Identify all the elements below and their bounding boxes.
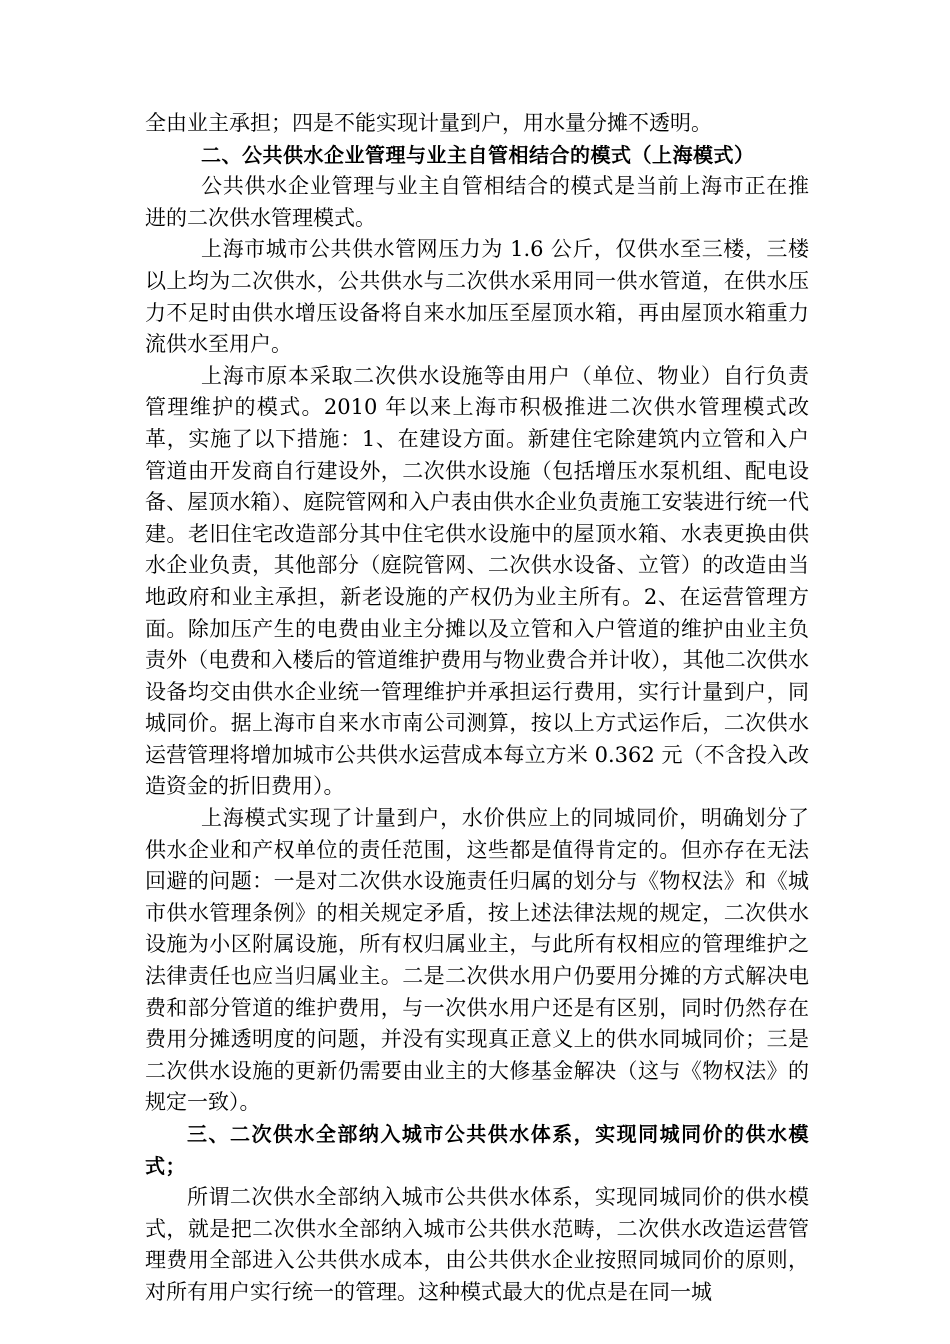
section-heading-2: 二、公共供水企业管理与业主自管相结合的模式（上海模式） xyxy=(201,142,755,167)
paragraph-shanghai-pressure: 上海市城市公共供水管网压力为 1.6 公斤，仅供水至三楼，三楼以上均为二次供水，公共供水与二次供水采用同一供水管道，在供水压力不足时由供水增压设备将自来水加压至屋顶水箱，再由屋顶水箱重力流供水至用户。 xyxy=(145,237,809,357)
section-heading-3: 三、二次供水全部纳入城市公共供水体系，实现同城同价的供水模式； xyxy=(145,1122,809,1178)
paragraph-shanghai-evaluation: 上海模式实现了计量到户，水价供应上的同城同价，明确划分了供水企业和产权单位的责任范围，这些都是值得肯定的。但亦存在无法回避的问题：一是对二次供水设施责任归属的划分与《物权法》和《城市供水管理条例》的相关规定矛盾，按上述法律法规的规定，二次供水设施为小区附属设施，所有权归属业主，与此所有权相应的管理维护之法律责任也应当归属业主。二是二次供水用户仍要用分摊的方式解决电费和部分管道的维护费用，与一次供水用户还是有区别，同时仍然存在费用分摊透明度的问题，并没有实现真正意义上的供水同城同价；三是二次供水设施的更新仍需要由业主的大修基金解决（这与《物权法》的规定一致）。 xyxy=(145,806,809,1115)
paragraph-shanghai-reform: 上海市原本采取二次供水设施等由用户（单位、物业）自行负责管理维护的模式。2010 年以来上海市积极推进二次供水管理模式改革，实施了以下措施：1、在建设方面。新建住宅除建筑内立管和入户管道由开发商自行建设外，二次供水设施（包括增压水泵机组、配电设备、屋顶水箱）、庭院管网和入户表由供水企业负责施工安装进行统一代建。老旧住宅改造部分其中住宅供水设施中的屋顶水箱、水表更换由供水企业负责，其他部分（庭院管网、二次供水设备、立管）的改造由当地政府和业主承担，新老设施的产权仍为业主所有。2、在运营管理方面。除加压产生的电费由业主分摊以及立管和入户管道的维护由业主负责外（电费和入楼后的管道维护费用与物业费合并计收），其他二次供水设备均交由供水企业统一管理维护并承担运行费用，实行计量到户，同城同价。据上海市自来水市南公司测算，按以上方式运作后，二次供水运营管理将增加城市公共供水运营成本每立方米 0.362 元（不含投入改造资金的折旧费用）。 xyxy=(145,363,809,799)
paragraph-unified-model: 所谓二次供水全部纳入城市公共供水体系，实现同城同价的供水模式，就是把二次供水全部纳入城市公共供水范畴，二次供水改造运营管理费用全部进入公共供水成本，由公共供水企业按照同城同价的原则，对所有用户实行统一的管理。这种模式最大的优点是在同一城 xyxy=(145,1185,809,1304)
paragraph-continuation: 全由业主承担；四是不能实现计量到户，用水量分摊不透明。 xyxy=(145,111,712,135)
document-body xyxy=(145,108,809,1309)
paragraph-shanghai-intro: 公共供水企业管理与业主自管相结合的模式是当前上海市正在推进的二次供水管理模式。 xyxy=(145,174,809,230)
